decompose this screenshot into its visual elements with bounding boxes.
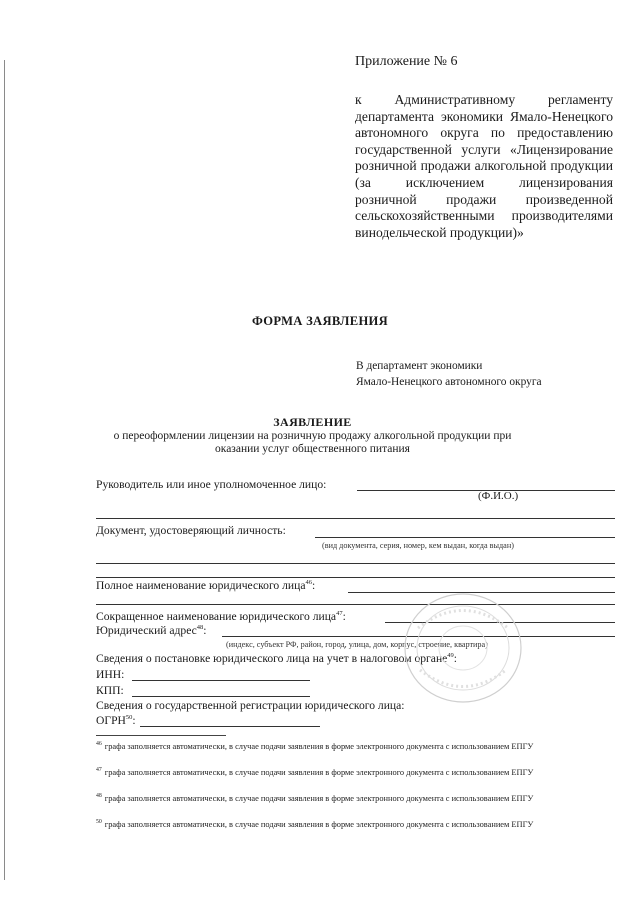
ogrn-field-line[interactable] (140, 726, 320, 727)
footnote-46-text: графа заполняется автоматически, в случае подачи заявления в форме электронного документа с использованием ЕПГУ (104, 742, 534, 751)
ogrn-label: ОГРН$^{50}$: (96, 714, 136, 727)
short-name-label: Сокращенное наименование юридического лица$^{47}$: (96, 610, 346, 623)
head-hint: (Ф.И.О.) (478, 490, 519, 502)
footnote-50 (96, 820, 615, 830)
id-doc-label: Документ, удостоверяющий личность: (96, 524, 286, 537)
addressee-line-1: В департамент экономики (356, 360, 483, 372)
footnote-47-text: графа заполняется автоматически, в случае подачи заявления в форме электронного документа с использованием ЕПГУ (104, 768, 534, 777)
footnote-48 (96, 794, 615, 804)
addressee (356, 358, 542, 390)
form-heading: ФОРМА ЗАЯВЛЕНИЯ (251, 314, 389, 328)
footnote-47-num: 47 (96, 767, 102, 774)
statement-title-block (90, 416, 535, 457)
appendix-text: к Административному регламенту департамента экономики Ямало-Ненецкого автономного округа по предоставлению государственной услуги «Лицензирование розничной продажи алкогольной продукции (за исключением лицензирования розничной продажи произведенной сельскохозяйственными производителями винодельческой продукции)» (355, 92, 613, 240)
registration-label: Сведения о государственной регистрации юридического лица: (96, 699, 405, 712)
footnote-rule (96, 735, 226, 736)
head-field-line-2[interactable] (96, 518, 615, 519)
full-name-label: Полное наименование юридического лица$^{46}$: (96, 579, 316, 592)
footnote-48-text: графа заполняется автоматически, в случае подачи заявления в форме электронного документа с использованием ЕПГУ (104, 794, 534, 803)
address-hint: (индекс, субъект РФ, район, город, улица, дом, корпус, строение, квартира) (226, 640, 488, 649)
address-footnote-ref: 48 (196, 624, 204, 632)
address-text: Юридический адрес (96, 624, 197, 637)
head-label: Руководитель или иное уполномоченное лицо: (96, 478, 327, 491)
ogrn-text: ОГРН (96, 714, 126, 727)
id-doc-field-line[interactable] (315, 537, 615, 538)
inn-field-line[interactable] (132, 680, 310, 681)
short-name-text: Сокращенное наименование юридического лица (96, 610, 337, 623)
ogrn-footnote-ref: 50 (125, 714, 133, 722)
footnote-46-num: 46 (96, 741, 102, 748)
footnote-50-text: графа заполняется автоматически, в случае подачи заявления в форме электронного документа с использованием ЕПГУ (104, 820, 534, 829)
scan-edge (4, 60, 5, 880)
footnote-46 (96, 742, 615, 752)
footnote-47 (96, 768, 615, 778)
full-name-text: Полное наименование юридического лица (96, 579, 306, 592)
id-doc-field-line-3[interactable] (96, 577, 615, 578)
footnote-48-num: 48 (96, 793, 102, 800)
kpp-field-line[interactable] (132, 696, 310, 697)
tax-info-label: Сведения о постановке юридического лица на учет в налоговом органе$^{49}$: (96, 652, 458, 665)
short-name-footnote-ref: 47 (336, 610, 343, 618)
tax-info-footnote-ref: 49 (447, 652, 454, 660)
statement-subtitle: о переоформлении лицензии на розничную продажу алкогольной продукции при оказании услуг общественного питания (113, 429, 512, 455)
address-label: Юридический адрес$^{48}$: (96, 624, 207, 637)
inn-label: ИНН: (96, 668, 125, 681)
stamp-image (398, 588, 528, 708)
footnote-50-num: 50 (96, 819, 102, 826)
tax-info-text: Сведения о постановке юридического лица на учет в налоговом органе (96, 652, 448, 665)
addressee-line-2: Ямало-Ненецкого автономного округа (356, 376, 542, 388)
id-doc-hint: (вид документа, серия, номер, кем выдан, когда выдан) (322, 541, 514, 550)
kpp-label: КПП: (96, 684, 124, 697)
full-name-footnote-ref: 46 (305, 579, 312, 587)
appendix-title: Приложение № 6 (355, 54, 458, 69)
full-name-field-line-2[interactable] (96, 604, 615, 605)
statement-title: ЗАЯВЛЕНИЕ (273, 415, 352, 429)
id-doc-field-line-2[interactable] (96, 563, 615, 564)
